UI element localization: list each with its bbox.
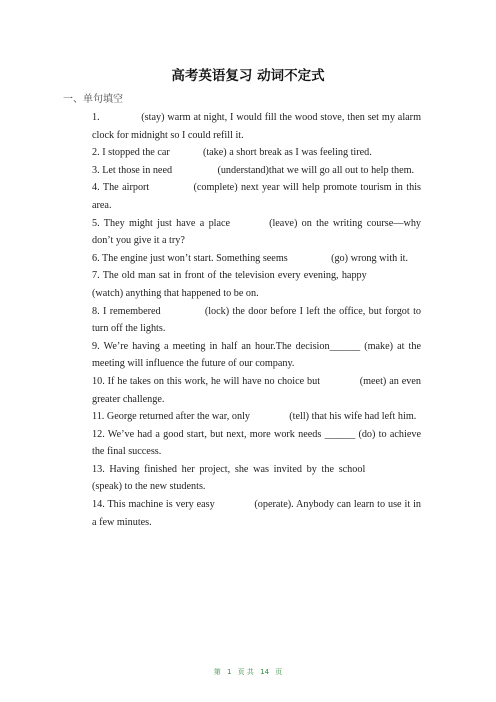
question-text-before-blank: 6. The engine just won’t start. Something seems <box>92 252 291 264</box>
question-text-after-blank: (leave) on the writing course—why don’t you give it a try? <box>92 217 422 247</box>
question-item <box>92 303 421 338</box>
question-item <box>92 338 421 373</box>
page-footer <box>0 667 496 677</box>
question-list <box>92 109 421 531</box>
question-text-before-blank: 9. We’re having a meeting in half an hour.The decision <box>92 340 330 352</box>
question-item <box>92 215 421 250</box>
question-text-after-blank: (go) wrong with it. <box>331 252 409 264</box>
question-text-before-blank: 8. I remembered <box>92 305 165 317</box>
question-text-before-blank: 7. The old man sat in front of the television every evening, happy <box>92 270 370 282</box>
footer-page-number: 1 <box>226 668 232 676</box>
question-text-after-blank: (stay) warm at night, I would fill the wood stove, then set my alarm clock for midnight so I could refill it. <box>92 112 421 141</box>
question-item <box>92 426 421 461</box>
question-text-before-blank: 10. If he takes on this work, he will have no choice but <box>92 375 323 387</box>
question-item <box>92 144 421 162</box>
question-item <box>92 408 421 426</box>
question-text-before-blank: 2. I stopped the car <box>92 147 173 159</box>
question-text-after-blank: (meet) an even greater challenge. <box>92 375 421 405</box>
question-text-before-blank: 3. Let those in need <box>92 164 175 176</box>
question-item <box>92 373 421 408</box>
question-item <box>92 109 421 144</box>
answer-blank: ______ <box>329 340 361 352</box>
question-text-after-blank: (tell) that his wife had left him. <box>289 411 417 423</box>
question-item <box>92 267 421 302</box>
section-heading: 一、单句填空 <box>63 94 123 105</box>
question-text-before-blank: 5. They might just have a place <box>92 217 235 229</box>
question-text-after-blank: (watch) anything that happened to be on. <box>92 287 259 299</box>
question-text-before-blank: 1. <box>92 112 103 123</box>
footer-middle: 页 共 <box>237 668 254 676</box>
question-text-after-blank: (take) a short break as I was feeling tired. <box>202 147 372 159</box>
answer-blank: ______ <box>324 428 356 440</box>
question-item <box>92 162 421 180</box>
page-title: 高考英语复习 动词不定式 <box>171 68 325 84</box>
question-text-before-blank: 12. We’ve had a good start, but next, more work needs <box>92 428 325 440</box>
footer-prefix: 第 <box>213 668 221 676</box>
question-item <box>92 179 421 214</box>
question-text-after-blank: (speak) to the new students. <box>92 481 206 493</box>
footer-suffix: 页 <box>275 668 283 676</box>
question-text-after-blank: (do) to achieve the final success. <box>92 428 421 458</box>
question-text-before-blank: 14. This machine is very easy <box>92 499 218 511</box>
question-item <box>92 461 421 496</box>
question-text-after-blank: (make) at the meeting will influence the future of our company. <box>92 340 421 370</box>
question-text-after-blank: (understand)that we will go all out to help them. <box>217 164 415 176</box>
question-text-after-blank: (operate). Anybody can learn to use it in a few minutes. <box>92 499 421 528</box>
question-text-before-blank: 4. The airport <box>92 182 153 194</box>
question-item <box>92 496 421 531</box>
question-text-after-blank: (lock) the door before I left the office, but forgot to turn off the lights. <box>92 305 421 335</box>
question-text-before-blank: 13. Having finished her project, she was invited by the school <box>92 463 370 475</box>
question-text-before-blank: 11. George returned after the war, only <box>92 411 253 423</box>
footer-total-pages: 14 <box>260 668 270 676</box>
question-item <box>92 250 421 268</box>
question-text-after-blank: (complete) next year will help promote tourism in this area. <box>92 182 421 211</box>
